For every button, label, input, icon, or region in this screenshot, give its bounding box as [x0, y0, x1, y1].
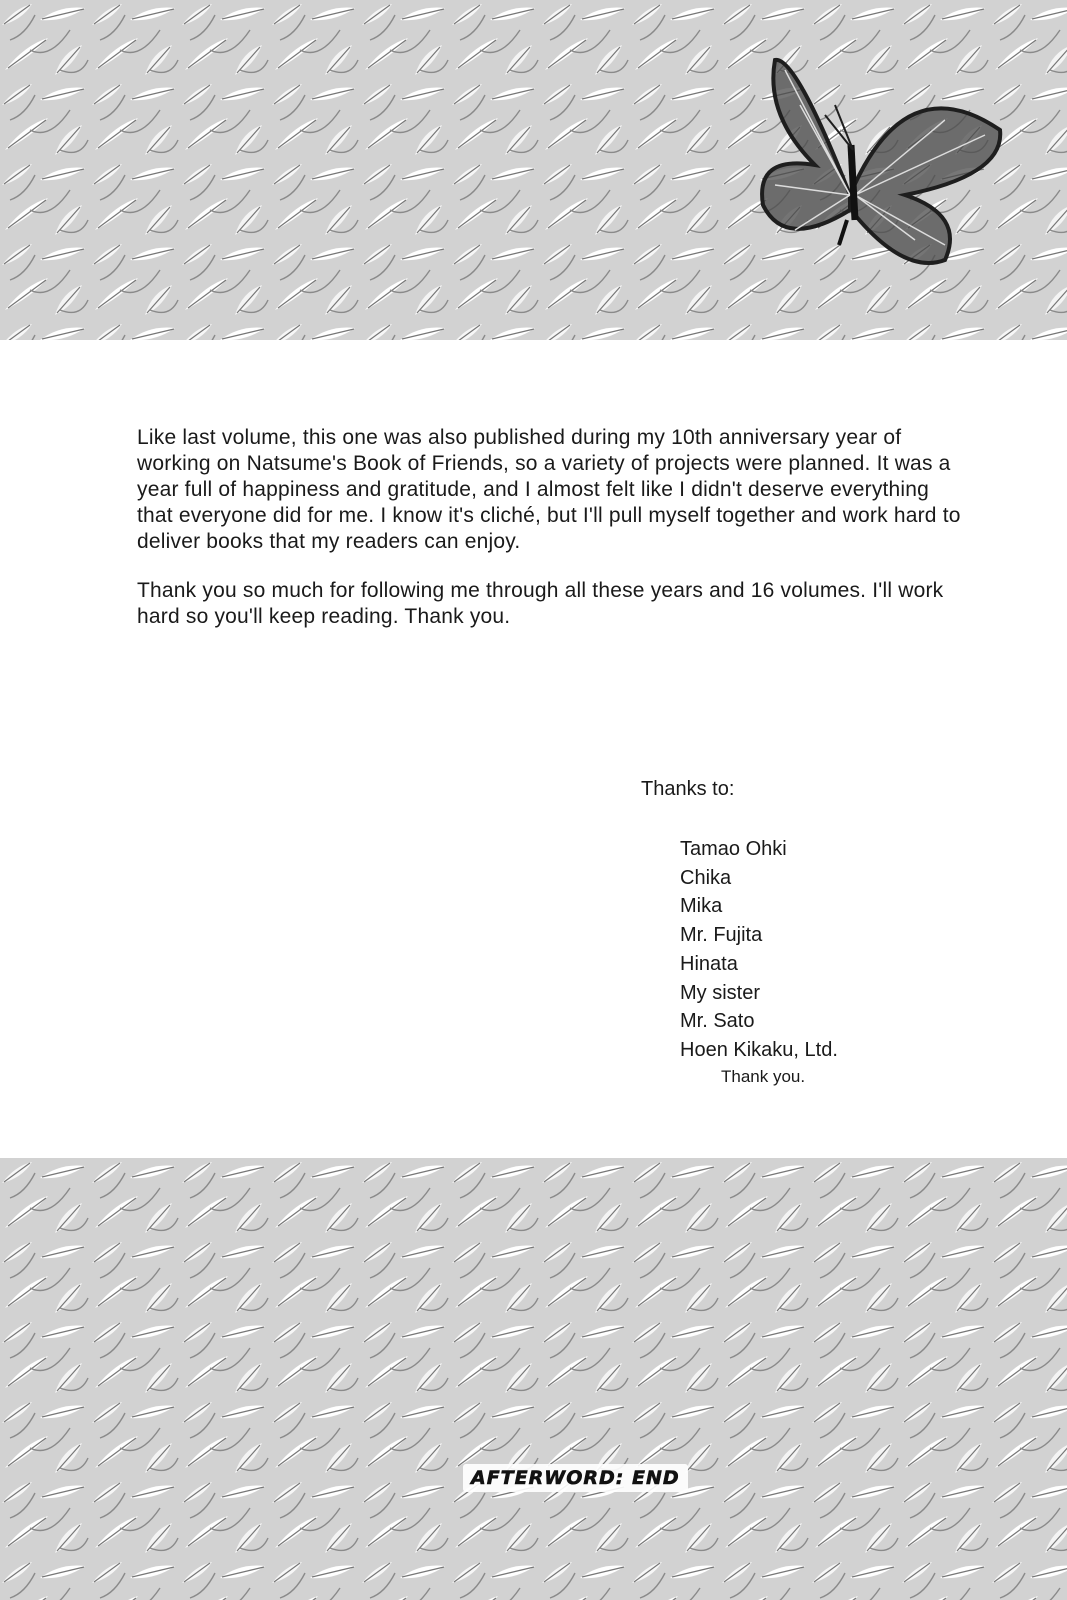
thanks-name: Hinata	[680, 952, 738, 975]
thanks-name: Mika	[680, 895, 723, 918]
thanks-name: Mr. Sato	[680, 1010, 755, 1033]
thanks-closing: Thank you.	[721, 1067, 806, 1086]
thanks-name: Chika	[680, 866, 732, 889]
afterword-paragraph-1: Like last volume, this one was also published during my 10th anniversary year of working on Natsume's Book of Friends, so a variety of projects were planned. It was a year full of happiness and gratitude, and I almost felt like I didn't deserve everything that everyone did for me. I know it's cliché, but I'll pull myself together and work hard to deliver books that my readers can enjoy.	[137, 426, 961, 553]
thanks-title: Thanks to:	[641, 778, 735, 800]
afterword-paragraph-2: Thank you so much for following me through all these years and 16 volumes. I'll work hard so you'll keep reading. Thank you.	[137, 579, 944, 628]
thanks-name: Mr. Fujita	[680, 924, 763, 947]
thanks-list	[680, 835, 838, 1065]
leaf-pattern-bottom	[0, 1158, 1067, 1600]
thanks-name: Tamao Ohki	[680, 838, 787, 860]
thanks-name: My sister	[680, 981, 760, 1004]
leaf-pattern-bottom-svg	[0, 1158, 1067, 1600]
butterfly-icon	[755, 45, 1025, 275]
afterword-end-label: AFTERWORD: END	[463, 1464, 688, 1492]
afterword-body	[137, 425, 967, 653]
thanks-name: Hoen Kikaku, Ltd.	[680, 1038, 838, 1061]
